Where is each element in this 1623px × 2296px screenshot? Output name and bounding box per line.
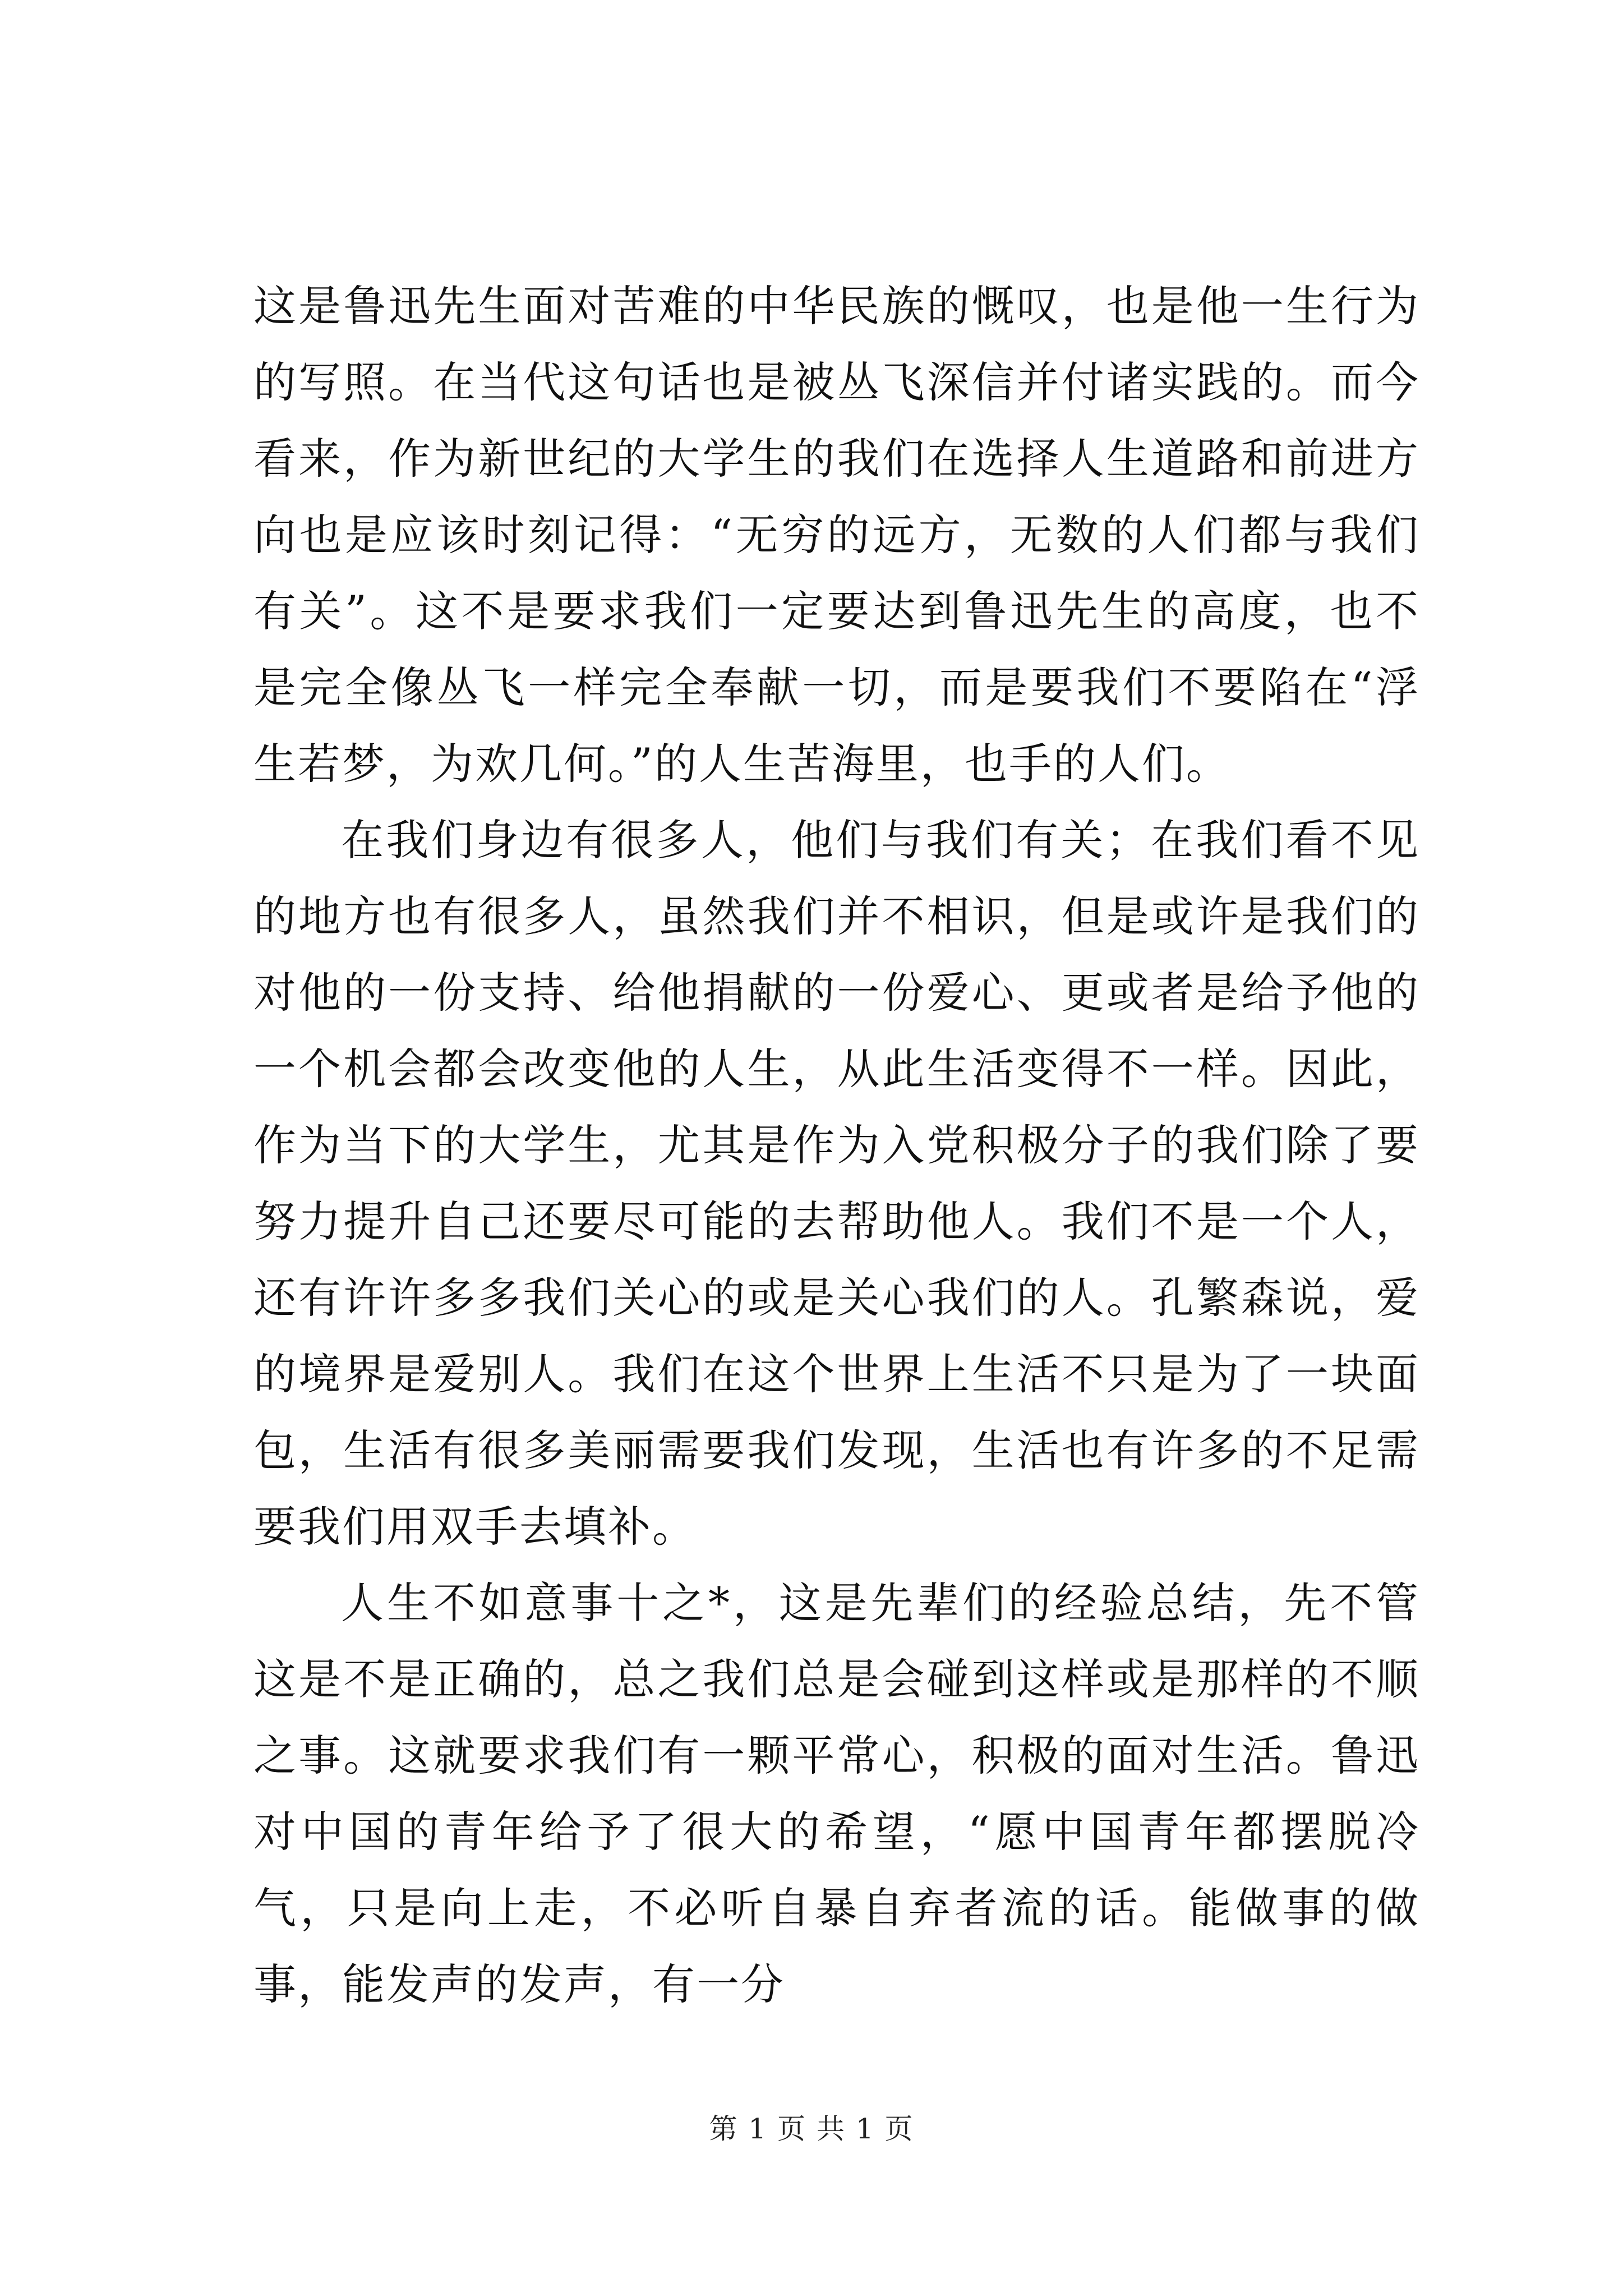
paragraph-3: 人生不如意事十之*，这是先辈们的经验总结，先不管这是不是正确的，总之我们总是会碰到这样或是那样的不顺之事。这就要求我们有一颗平常心，积极的面对生活。鲁迅对中国的青年给予了很大的希望，“愿中国青年都摆脱冷气，只是向上走，不必听自暴自弃者流的话。能做事的做事，能发声的发声，有一分: [253, 1578, 1420, 2009]
document-body: [253, 268, 1420, 2023]
paragraph-2: 在我们身边有很多人，他们与我们有关；在我们看不见的地方也有很多人，虽然我们并不相识，但是或许是我们的对他的一份支持、给他捐献的一份爱心、更或者是给予他的一个机会都会改变他的人生，从此生活变得不一样。因此，作为当下的大学生，尤其是作为入党积极分子的我们除了要努力提升自己还要尽可能的去帮助他人。我们不是一个人，还有许许多多我们关心的或是关心我们的人。孔繁森说，爱的境界是爱别人。我们在这个世界上生活不只是为了一块面包，生活有很多美丽需要我们发现，生活也有许多的不足需要我们用双手去填补。: [253, 815, 1420, 1552]
paragraph-1: 这是鲁迅先生面对苦难的中华民族的慨叹，也是他一生行为的写照。在当代这句话也是被丛飞深信并付诸实践的。而今看来，作为新世纪的大学生的我们在选择人生道路和前进方向也是应该时刻记得：“无穷的远方，无数的人们都与我们有关”。这不是要求我们一定要达到鲁迅先生的高度，也不是完全像丛飞一样完全奉献一切，而是要我们不要陷在“浮生若梦，为欢几何。”的人生苦海里，也手的人们。: [253, 281, 1420, 789]
page-footer: 第 1 页 共 1 页: [709, 2113, 914, 2145]
